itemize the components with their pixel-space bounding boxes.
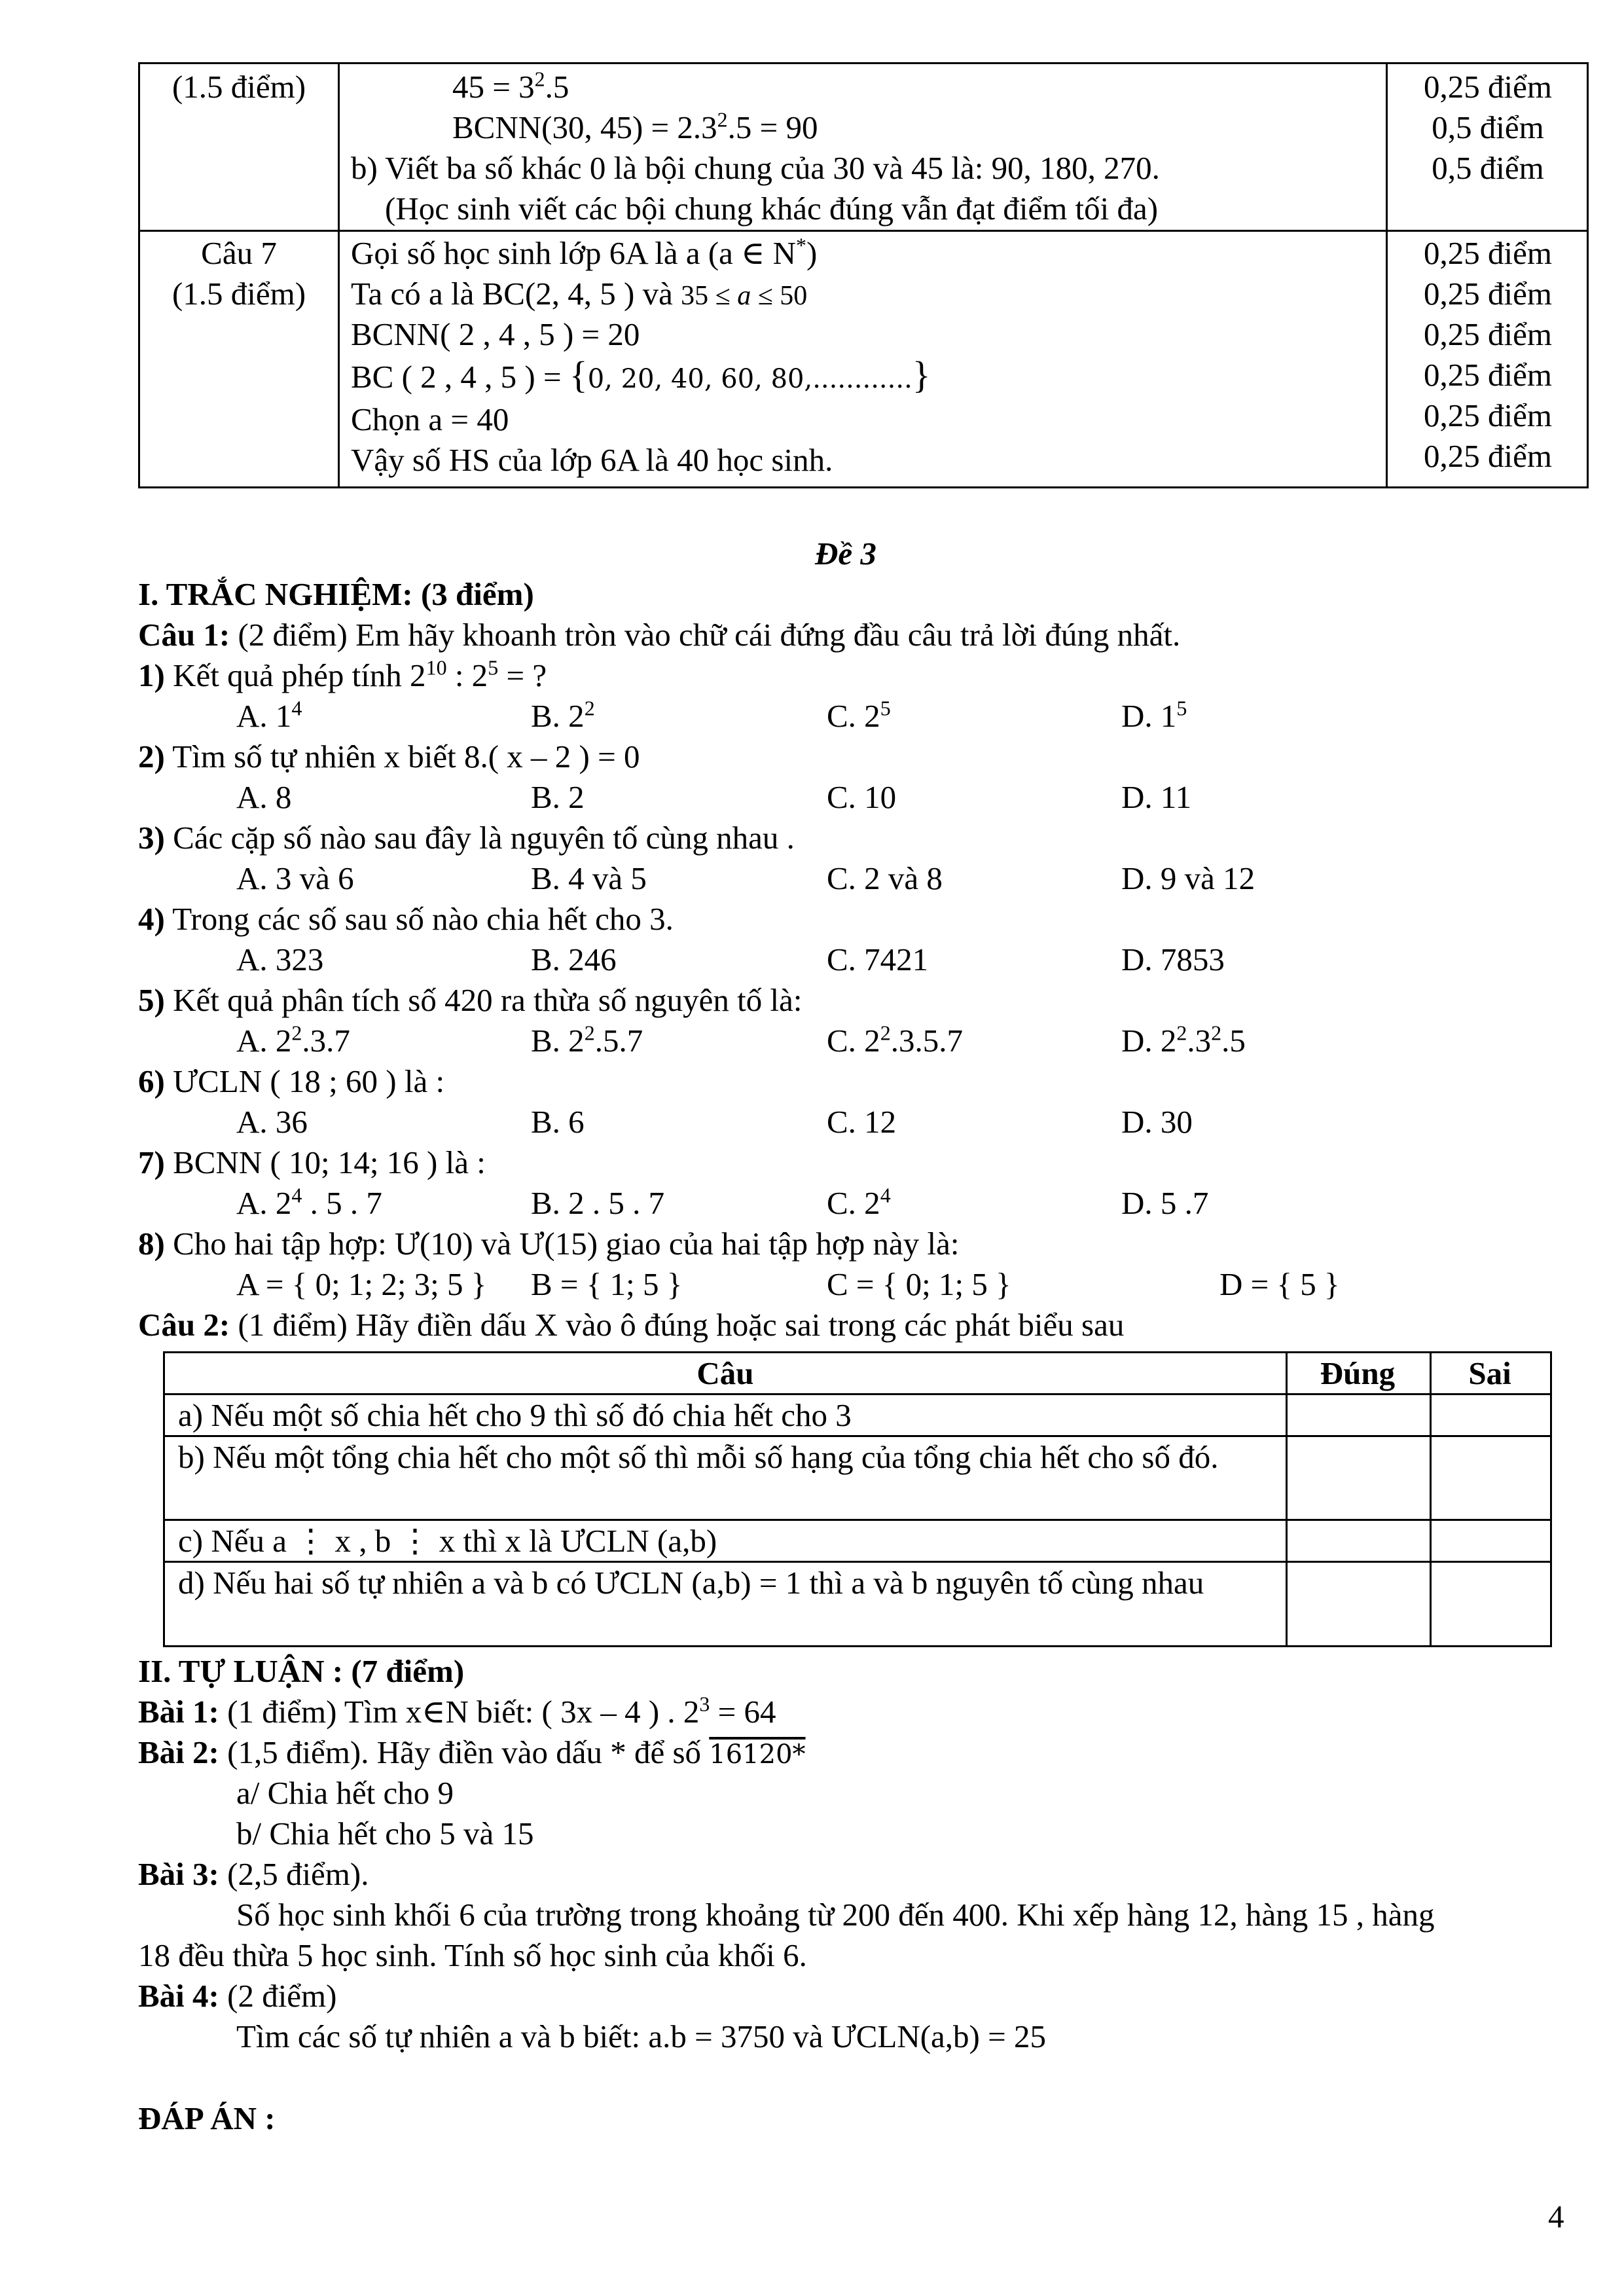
item-5-question: 5) Kết quả phân tích số 420 ra thừa số nguyên tố là: [138, 982, 803, 1018]
statement-d: d) Nếu hai số tự nhiên a và b có ƯCLN (a,b) = 1 thì a và b nguyên tố cùng nhau [178, 1565, 1204, 1601]
item-7-option-a: A. $2^4$ . 5 . 7 [236, 1183, 382, 1221]
bai3-body-2: 18 đều thừa 5 học sinh. Tính số học sinh của khối 6. [138, 1937, 807, 1973]
item-2-option-a: A. 8 [236, 779, 292, 815]
item-3-question: 3) Các cặp số nào sau đây là nguyên tố cùng nhau . [138, 820, 795, 856]
exam-title: Đề 3 [815, 536, 876, 572]
item-1-question: 1) Kết quả phép tính $2^{10}$ : $2^5$ = ? [138, 655, 547, 693]
row1-content: $45 = 3^2.5$ BCNN(30, $45) = 2.3^2.5 = 90$ b) Viết ba số khác 0 là bội chung của 30 và 45 là: 90, 180, 270. (Học sinh viết các bội chung khác đúng vẫn đạt điểm tối đa) [351, 67, 1160, 227]
part2-heading: II. TỰ LUẬN : (7 điểm) [138, 1653, 465, 1689]
item-6-option-d: D. 30 [1121, 1104, 1193, 1140]
item-4-option-d: D. 7853 [1121, 941, 1225, 977]
item-8-option-c: C = { 0; 1; 5 } [827, 1266, 1011, 1302]
question1-instruction: Câu 1: (2 điểm) Em hãy khoanh tròn vào chữ cái đứng đầu câu trả lời đúng nhất. [138, 617, 1181, 653]
answer-box-c-sai[interactable] [1432, 1521, 1547, 1559]
item-6-question: 6) ƯCLN ( 18 ; 60 ) là : [138, 1063, 445, 1099]
item-4-option-a: A. 323 [236, 941, 324, 977]
row1-scores: 0,25 điểm 0,5 điểm 0,5 điểm [1424, 69, 1552, 186]
item-3-option-a: A. 3 và 6 [236, 860, 354, 896]
item-4-option-b: B. 246 [531, 941, 617, 977]
row2-question: Câu 7 (1.5 điểm) [171, 235, 306, 312]
item-1-option-a: A. $1^4$ [236, 696, 302, 734]
answer-box-a-dung[interactable] [1288, 1395, 1427, 1433]
true-false-table [163, 1351, 1552, 1647]
item-6-option-b: B. 6 [531, 1104, 585, 1140]
bai4: Bài 4: (2 điểm) [138, 1978, 337, 2014]
item-3-option-d: D. 9 và 12 [1121, 860, 1255, 896]
answer-heading: ĐÁP ÁN : [138, 2100, 276, 2136]
answer-box-d-dung[interactable] [1288, 1563, 1427, 1645]
row2-content: Gọi số học sinh lớp 6A là a (a ∈ N*) Ta có a là BC(2, 4, 5 ) và 35 ≤ a ≤ 50 BCNN( 2 , 4 , 5 ) = 20 BC ( 2 , 4 , 5 ) = {0, 20, 40, 60, 80,............} Chọn a = 40 Vậy số HS của lớp 6A là 40 học sinh. [351, 233, 931, 478]
item-6-option-a: A. 36 [236, 1104, 308, 1140]
item-4-option-c: C. 7421 [827, 941, 929, 977]
item-3-option-c: C. 2 và 8 [827, 860, 943, 896]
item-2-option-b: B. 2 [531, 779, 585, 815]
statement-b: b) Nếu một tổng chia hết cho một số thì mỗi số hạng của tổng chia hết cho số đó. [178, 1439, 1219, 1475]
part1-heading: I. TRẮC NGHIỆM: (3 điểm) [138, 576, 534, 612]
statement-c: c) Nếu a ⋮ x , b ⋮ x thì x là ƯCLN (a,b) [178, 1523, 717, 1559]
item-5-option-c: C. $2^2.3.5.7$ [827, 1021, 963, 1059]
item-7-option-b: B. 2 . 5 . 7 [531, 1185, 665, 1221]
item-5-option-a: A. $2^2.3.7$ [236, 1021, 350, 1059]
item-6-option-c: C. 12 [827, 1104, 897, 1140]
answer-table [138, 62, 1589, 488]
answer-box-a-sai[interactable] [1432, 1395, 1547, 1433]
question2-instruction: Câu 2: (1 điểm) Hãy điền dấu X vào ô đúng hoặc sai trong các phát biểu sau [138, 1307, 1125, 1343]
item-1-option-d: D. $1^5$ [1121, 696, 1187, 734]
answer-box-c-dung[interactable] [1288, 1521, 1427, 1559]
bai2: Bài 2: (1,5 điểm). Hãy điền vào dấu * để số 16120* [138, 1734, 806, 1770]
item-8-question: 8) Cho hai tập hợp: Ư(10) và Ư(15) giao của hai tập hợp này là: [138, 1226, 960, 1262]
answer-box-b-sai[interactable] [1432, 1437, 1547, 1517]
item-8-option-b: B = { 1; 5 } [531, 1266, 683, 1302]
item-1-option-b: B. $2^2$ [531, 696, 595, 734]
bai2-part-a: a/ Chia hết cho 9 [236, 1775, 454, 1811]
item-1-option-c: C. $2^5$ [827, 696, 891, 734]
item-7-option-c: C. $2^4$ [827, 1183, 891, 1221]
bai1: Bài 1: (1 điểm) Tìm x∈N biết: ( 3x – 4 ) . $2^3 = 64$ [138, 1692, 776, 1730]
bai3: Bài 3: (2,5 điểm). [138, 1856, 369, 1892]
item-7-option-d: D. 5 .7 [1121, 1185, 1209, 1221]
item-8-option-a: A = { 0; 1; 2; 3; 5 } [236, 1266, 487, 1302]
item-2-question: 2) Tìm số tự nhiên x biết 8.( x – 2 ) = 0 [138, 738, 640, 774]
item-5-option-d: D. $2^2.3^2.5$ [1121, 1021, 1246, 1059]
item-5-option-b: B. $2^2.5.7$ [531, 1021, 643, 1059]
header-dung: Đúng [1320, 1355, 1396, 1391]
row2-scores: 0,25 điểm 0,25 điểm 0,25 điểm 0,25 điểm 0,25 điểm 0,25 điểm [1424, 235, 1552, 474]
bai4-body: Tìm các số tự nhiên a và b biết: a.b = 3750 và ƯCLN(a,b) = 25 [236, 2018, 1047, 2054]
header-sai: Sai [1468, 1355, 1511, 1391]
page-number: 4 [1548, 2198, 1564, 2234]
item-4-question: 4) Trong các số sau số nào chia hết cho 3. [138, 901, 674, 937]
item-8-option-d: D = { 5 } [1219, 1266, 1340, 1302]
item-3-option-b: B. 4 và 5 [531, 860, 647, 896]
item-2-option-c: C. 10 [827, 779, 897, 815]
answer-box-b-dung[interactable] [1288, 1437, 1427, 1517]
bai3-body-1: Số học sinh khối 6 của trường trong khoảng từ 200 đến 400. Khi xếp hàng 12, hàng 15 , hàng [236, 1897, 1435, 1933]
header-cau: Câu [696, 1355, 754, 1391]
answer-box-d-sai[interactable] [1432, 1563, 1547, 1645]
item-7-question: 7) BCNN ( 10; 14; 16 ) là : [138, 1144, 486, 1180]
statement-a: a) Nếu một số chia hết cho 9 thì số đó chia hết cho 3 [178, 1397, 852, 1433]
item-2-option-d: D. 11 [1121, 779, 1192, 815]
row1-points: (1.5 điểm) [171, 69, 306, 105]
bai2-part-b: b/ Chia hết cho 5 và 15 [236, 1815, 534, 1851]
